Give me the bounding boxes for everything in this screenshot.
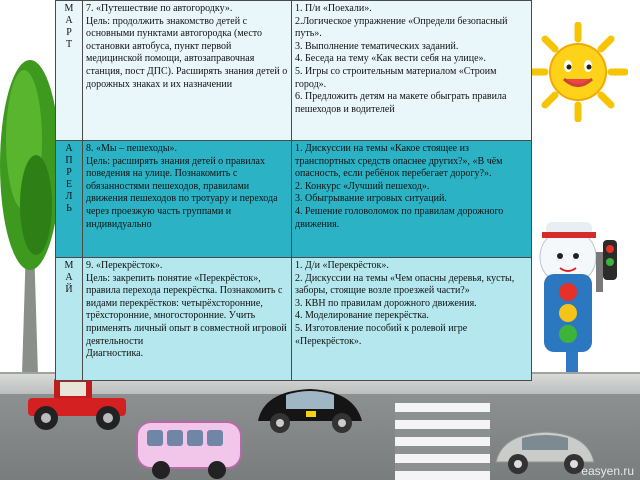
activity-plan-table: [55, 0, 532, 381]
watermark: easyen.ru: [581, 464, 634, 478]
theme-goal: Цель: расширять знания детей о правилах поведения на улице. Познакомить с обязанностями пешеходов, правилами движения пешеходов по тротуару и перехода через проезжую часть группами и индивидуально: [86, 155, 278, 230]
activity-item: 3. Выполнение тематических заданий.: [295, 40, 459, 52]
activity-item: 1. П/и «Поехали».: [295, 3, 372, 14]
month-letter: Р: [66, 167, 72, 178]
black-car-icon: [250, 385, 370, 435]
activity-item: 3. КВН по правилам дорожного движения.: [295, 297, 477, 309]
activity-item: 3. Обыгрывание игровых ситуаций.: [295, 193, 447, 205]
activity-item: 2. Конкурс «Лучший пешеход».: [295, 180, 430, 192]
theme-goal: Цель: продолжить знакомство детей с основными пунктами автогородка (место остановки автобуса, пункт первой медицинской помощи, автозаправочная станция, пост ДПС). Расширять знания детей о дорожных знаках и их назначении: [86, 15, 288, 90]
activity-item: 5. Игры со строительным материалом «Строим город».: [295, 65, 497, 90]
month-letter: Е: [65, 179, 73, 190]
month-letter: П: [65, 155, 73, 166]
theme-title: 7. «Путешествие по автогородку».: [86, 3, 233, 14]
theme-note: Диагностика.: [86, 348, 144, 360]
activity-item: 1. Д/и «Перекрёсток».: [295, 260, 389, 271]
month-letter: А: [65, 15, 73, 26]
month-letter: Й: [65, 284, 73, 295]
activity-item: 2.Логическое упражнение «Определи безопасный путь».: [295, 15, 508, 40]
activity-item: 4. Беседа на тему «Как вести себя на улице».: [295, 53, 487, 65]
month-cell: [56, 258, 83, 381]
table-row: [56, 141, 532, 258]
month-letter: М: [64, 260, 74, 271]
activities-cell: [292, 258, 532, 381]
month-cell: [56, 1, 83, 141]
red-car-icon: [22, 372, 132, 434]
theme-cell: [83, 141, 292, 258]
activity-item: 4. Решение головоломок по правилам дорожного движения.: [295, 205, 504, 230]
activity-item: 2. Дискуссии на темы «Чем опасны деревья, кусты, заборы, стоящие возле проезжей части?»: [295, 272, 515, 297]
activities-cell: [292, 1, 532, 141]
month-cell: [56, 141, 83, 258]
theme-goal: Цель: закрепить понятие «Перекрёсток», правила перехода перекрёстка. Познакомить с видами перекрёстков: четырёхсторонние, трёхсторонние, многосторонние. Учить применять личный опыт в совместной игровой деятельности: [86, 272, 287, 347]
activities-cell: [292, 141, 532, 258]
tree-icon: [0, 45, 62, 380]
month-letter: Р: [66, 27, 72, 38]
bus-icon: [133, 418, 245, 480]
activity-item: 5. Изготовление пособий к ролевой игре «Перекрёсток».: [295, 322, 468, 347]
month-letter: Т: [65, 39, 73, 50]
activity-item: 1. Дискуссии на темы «Какое стоящее из транспортных средств опаснее других?», «В чём опасность, если ребёнок перебегает дорогу?».: [295, 143, 503, 180]
theme-title: 8. «Мы – пешеходы».: [86, 143, 178, 154]
sun-icon: [528, 22, 628, 122]
month-letter: Ь: [66, 203, 72, 214]
month-letter: М: [64, 3, 74, 14]
month-letter: А: [65, 272, 73, 283]
table-row: [56, 258, 532, 381]
month-letter: Л: [65, 191, 73, 202]
month-letter: А: [65, 143, 73, 154]
crosswalk: [395, 396, 490, 480]
table-row: [56, 1, 532, 141]
theme-title: 9. «Перекрёсток».: [86, 260, 163, 271]
theme-cell: [83, 1, 292, 141]
activity-item: 6. Предложить детям на макете обыграть правила пешеходов и водителей: [295, 91, 507, 115]
theme-cell: [83, 258, 292, 381]
activity-item: 4. Моделирование перекрёстка.: [295, 310, 429, 322]
traffic-light-mascot-icon: [520, 212, 640, 392]
